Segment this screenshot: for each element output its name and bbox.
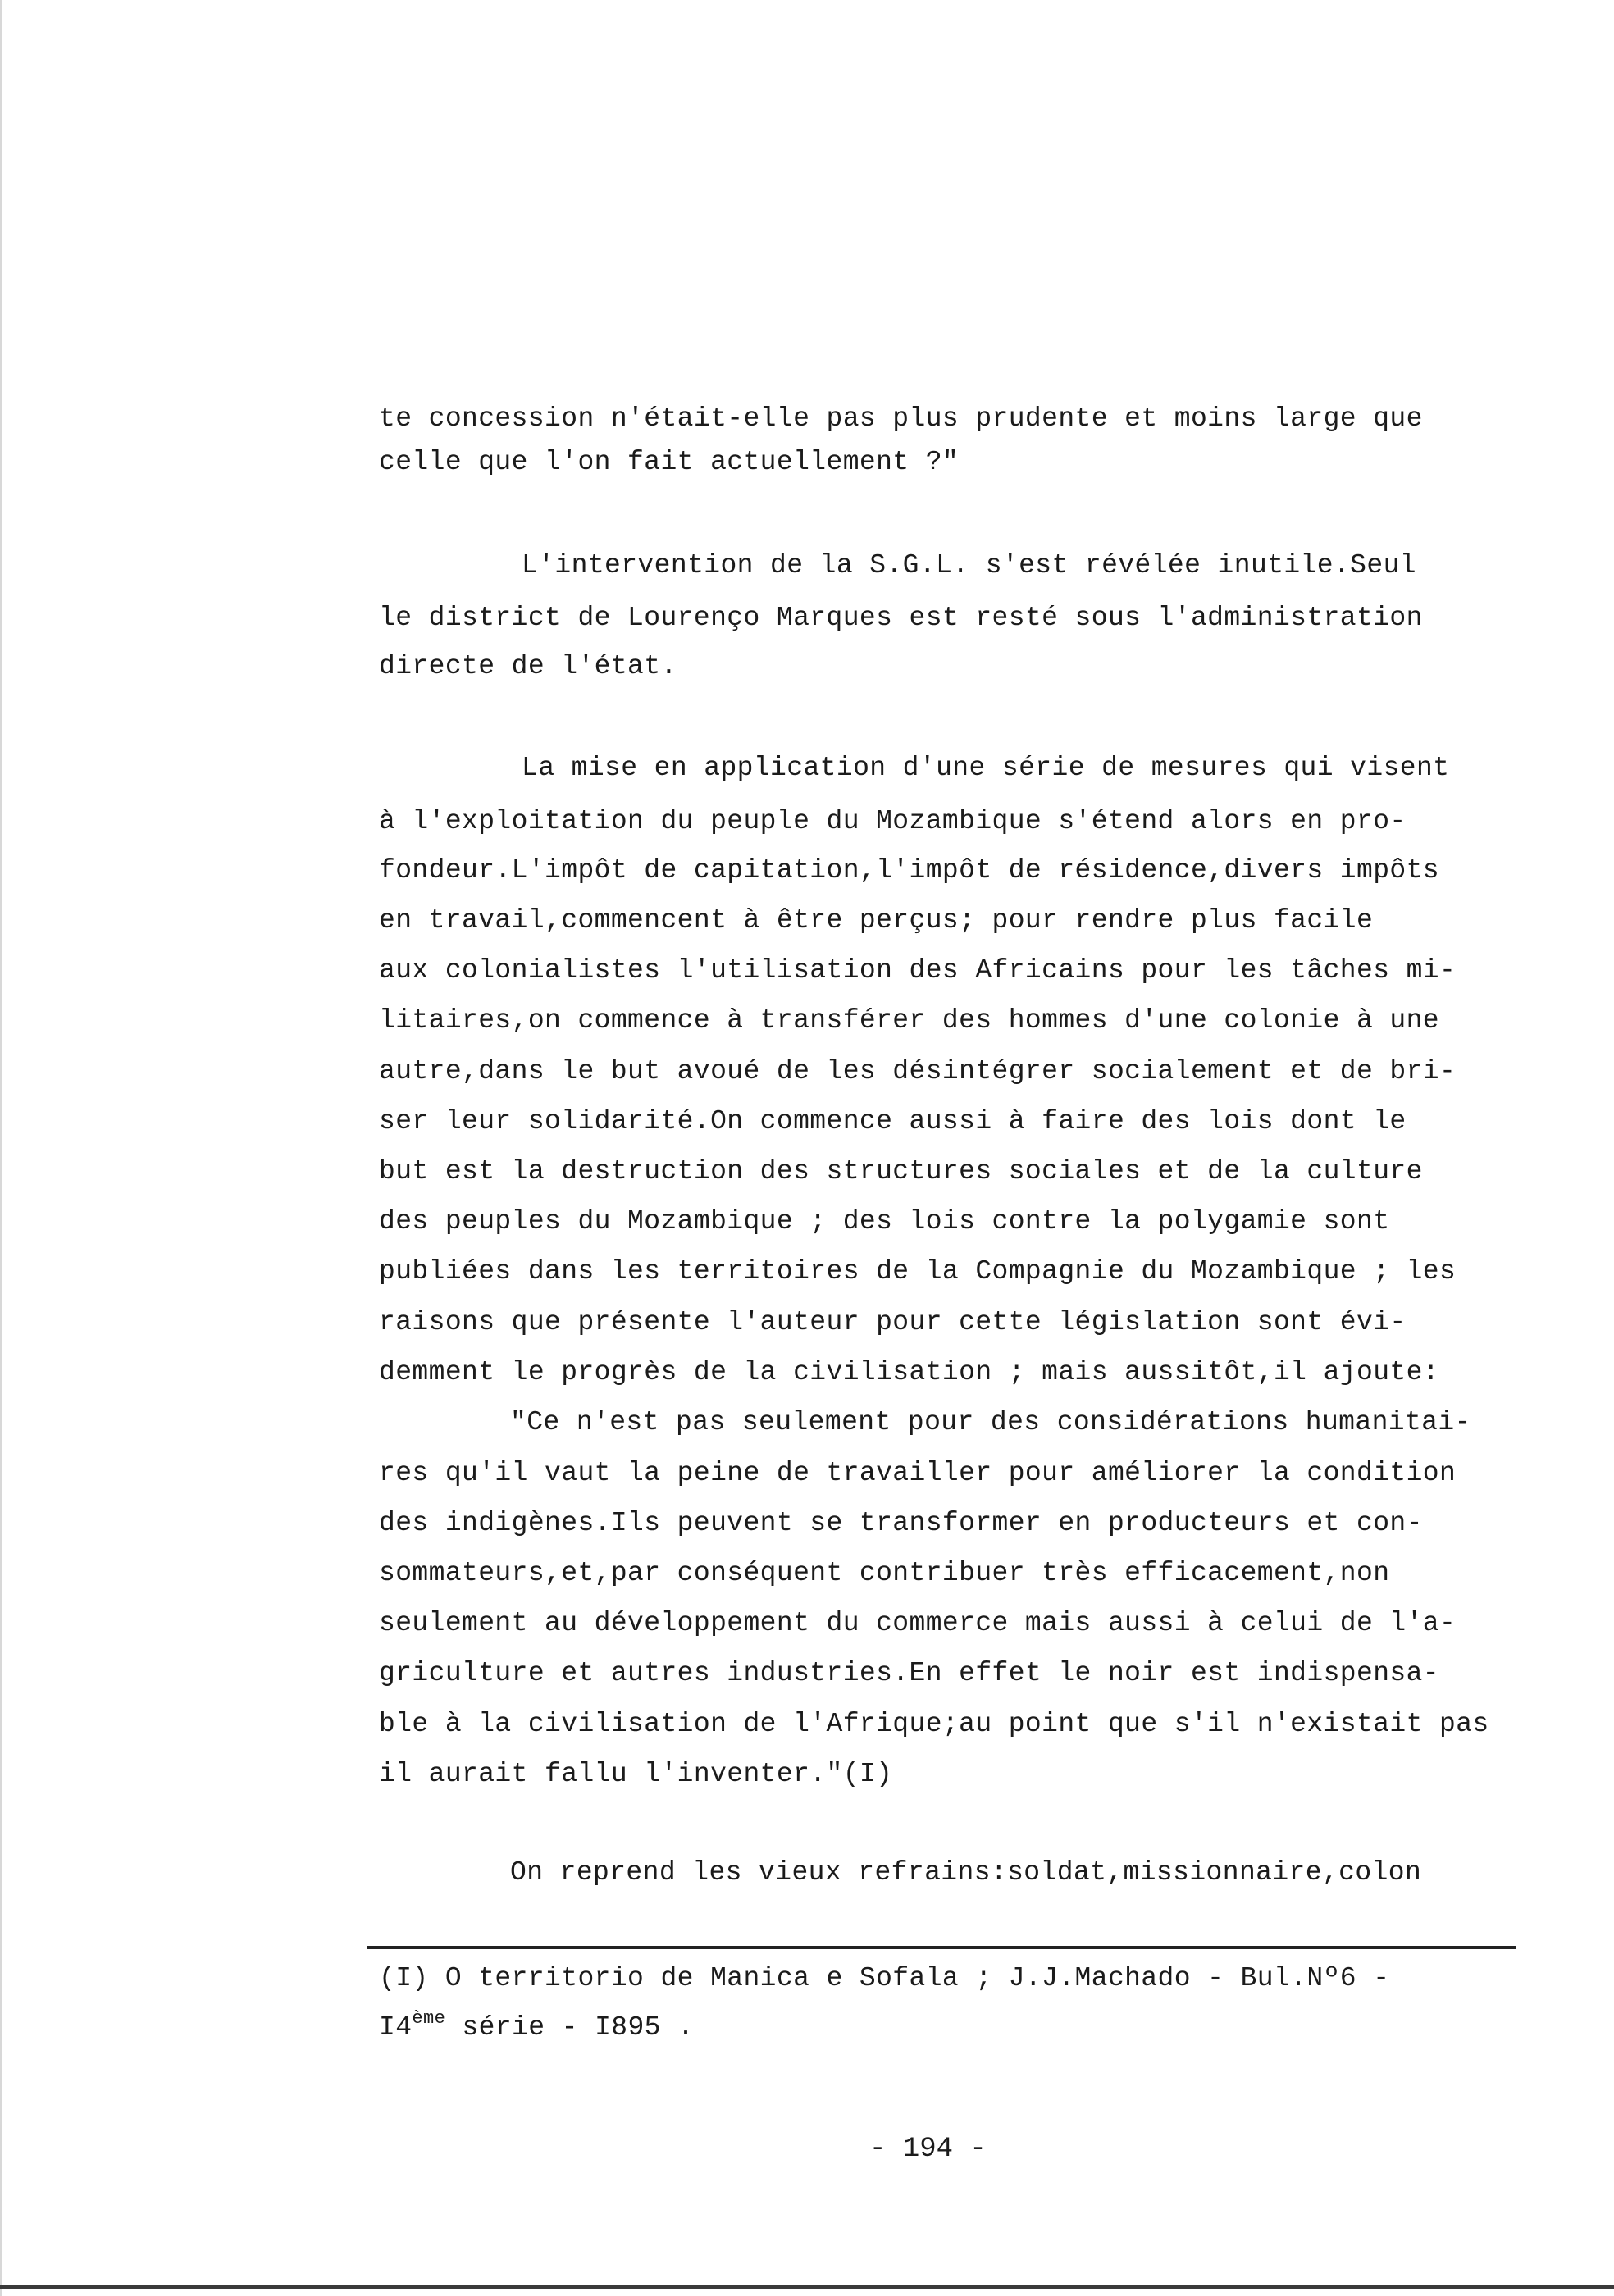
text-line: publiées dans les territoires de la Compagnie du Mozambique ; les [379,1256,1457,1287]
text-line: ser leur solidarité.On commence aussi à faire des lois dont le [379,1106,1407,1137]
text-line: directe de l'état. [379,651,677,681]
footnote-series-superscript: ème [412,2008,446,2029]
quote-line: griculture et autres industries.En effet le noir est indispensa- [379,1658,1440,1688]
text-line: On reprend les vieux refrains:soldat,missionnaire,colon [510,1857,1422,1888]
text-line: raisons que présente l'auteur pour cette législation sont évi- [379,1307,1407,1337]
text-line: L'intervention de la S.G.L. s'est révélée inutile.Seul [522,550,1416,581]
text-line: fondeur.L'impôt de capitation,l'impôt de résidence,divers impôts [379,855,1440,886]
text-line: en travail,commencent à être perçus; pour rendre plus facile [379,905,1374,936]
footnote-line [379,2008,695,2044]
quote-line: "Ce n'est pas seulement pour des considérations humanitai- [510,1407,1471,1437]
footnote-series-rest: série - I895 . [445,2012,695,2043]
scan-edge-left [0,0,2,2296]
text-line: aux colonialistes l'utilisation des Africains pour les tâches mi- [379,955,1457,986]
quote-line: des indigènes.Ils peuvent se transformer en producteurs et con- [379,1508,1423,1538]
quote-line: il aurait fallu l'inventer."(I) [379,1759,893,1789]
scan-edge-bottom [0,2285,1614,2289]
quote-line: seulement au développement du commerce mais aussi à celui de l'a- [379,1608,1457,1638]
footnote-line: (I) O territorio de Manica e Sofala ; J.J.Machado - Bul.Nº6 - [379,1963,1390,1993]
text-line: autre,dans le but avoué de les désintégrer socialement et de bri- [379,1056,1457,1086]
quote-line: sommateurs,et,par conséquent contribuer très efficacement,non [379,1558,1390,1588]
quote-line: ble à la civilisation de l'Afrique;au point que s'il n'existait pas [379,1709,1489,1739]
text-line: litaires,on commence à transférer des hommes d'une colonie à une [379,1005,1440,1036]
text-line: celle que l'on fait actuellement ?" [379,447,960,477]
footnote-series-number: I4 [379,2012,413,2043]
page-number: - 194 - [869,2134,987,2165]
text-line: La mise en application d'une série de mesures qui visent [522,753,1450,783]
text-line: demment le progrès de la civilisation ; mais aussitôt,il ajoute: [379,1357,1440,1387]
text-line: le district de Lourenço Marques est resté sous l'administration [379,603,1423,633]
text-line: des peuples du Mozambique ; des lois contre la polygamie sont [379,1206,1390,1237]
text-line: à l'exploitation du peuple du Mozambique s'étend alors en pro- [379,806,1407,836]
text-line: te concession n'était-elle pas plus prudente et moins large que [379,403,1423,434]
text-line: but est la destruction des structures sociales et de la culture [379,1156,1423,1187]
quote-line: res qu'il vaut la peine de travailler pour améliorer la condition [379,1458,1457,1488]
footnote-rule [367,1946,1516,1949]
